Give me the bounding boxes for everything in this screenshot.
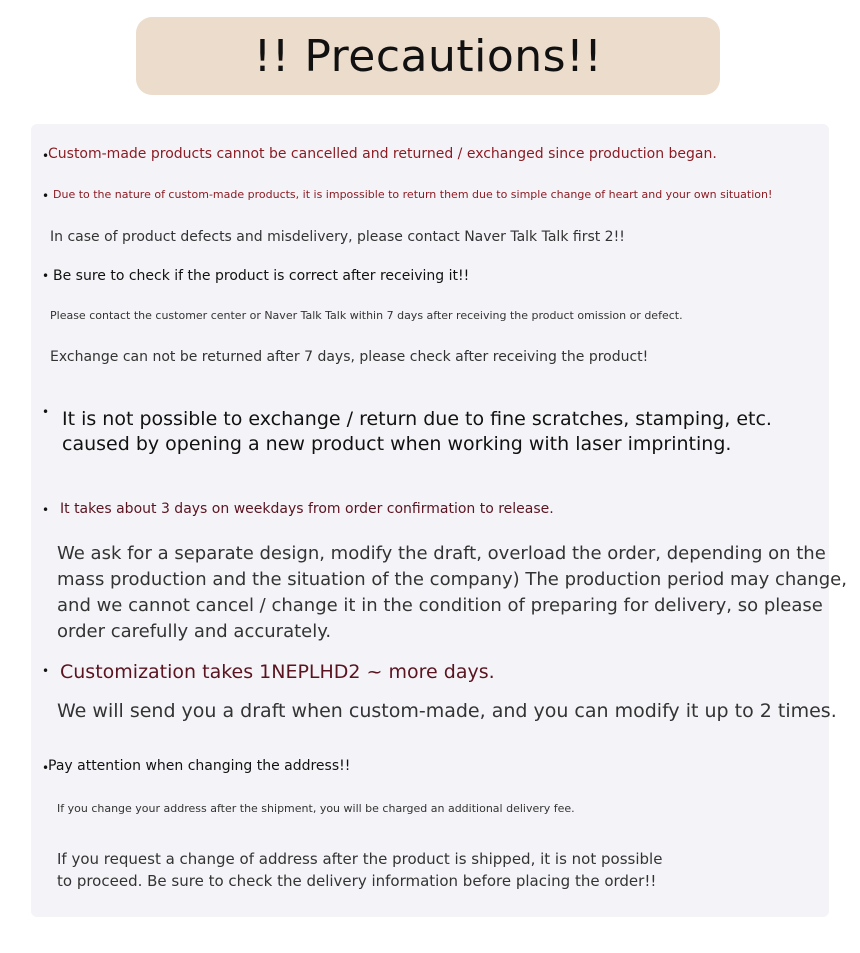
notice-draft-modify: We will send you a draft when custom-made, and you can modify it up to 2 times.	[57, 700, 837, 722]
notice-scratches-line2: caused by opening a new product when working with laser imprinting.	[62, 433, 732, 455]
notice-address-fee: If you change your address after the shipment, you will be charged an additional delivery fee.	[57, 802, 575, 815]
notice-scratches-line1: It is not possible to exchange / return due to fine scratches, stamping, etc.	[62, 408, 772, 430]
precautions-header	[136, 17, 720, 95]
bullet-icon: •	[42, 405, 50, 419]
notice-exchange-7days: Exchange can not be returned after 7 days, please check after receiving the product!	[50, 349, 649, 365]
bullet-icon: •	[42, 761, 50, 775]
notice-production-line2: mass production and the situation of the company) The production period may change,	[57, 569, 847, 590]
notice-production-line4: order carefully and accurately.	[57, 621, 332, 642]
bullet-icon: •	[42, 149, 50, 163]
notice-production-line1: We ask for a separate design, modify the draft, overload the order, depending on the	[57, 543, 826, 564]
notice-release-3days: It takes about 3 days on weekdays from order confirmation to release.	[60, 501, 554, 517]
notice-contact-7days: Please contact the customer center or Naver Talk Talk within 7 days after receiving the product omission or defect.	[50, 309, 683, 322]
notice-address-attention: Pay attention when changing the address!!	[48, 758, 351, 774]
bullet-icon: •	[42, 664, 50, 678]
notice-address-shipped-line2: to proceed. Be sure to check the delivery information before placing the order!!	[57, 872, 657, 890]
bullet-icon: •	[42, 269, 50, 283]
notice-address-shipped-line1: If you request a change of address after the product is shipped, it is not possible	[57, 850, 663, 868]
notice-no-simple-return: Due to the nature of custom-made products, it is impossible to return them due to simple change of heart and your own situation!	[53, 188, 773, 201]
notice-defects-contact: In case of product defects and misdelivery, please contact Naver Talk Talk first 2!!	[50, 229, 625, 245]
notice-custom-no-cancel: Custom-made products cannot be cancelled and returned / exchanged since production began.	[48, 146, 717, 162]
notice-customization-days: Customization takes 1NEPLHD2 ~ more days.	[60, 661, 495, 683]
notice-production-line3: and we cannot cancel / change it in the condition of preparing for delivery, so please	[57, 595, 823, 616]
bullet-icon: •	[42, 503, 50, 517]
bullet-icon: •	[42, 189, 50, 203]
page-title: !! Precautions!!	[253, 30, 603, 82]
notice-check-product: Be sure to check if the product is correct after receiving it!!	[53, 268, 470, 284]
